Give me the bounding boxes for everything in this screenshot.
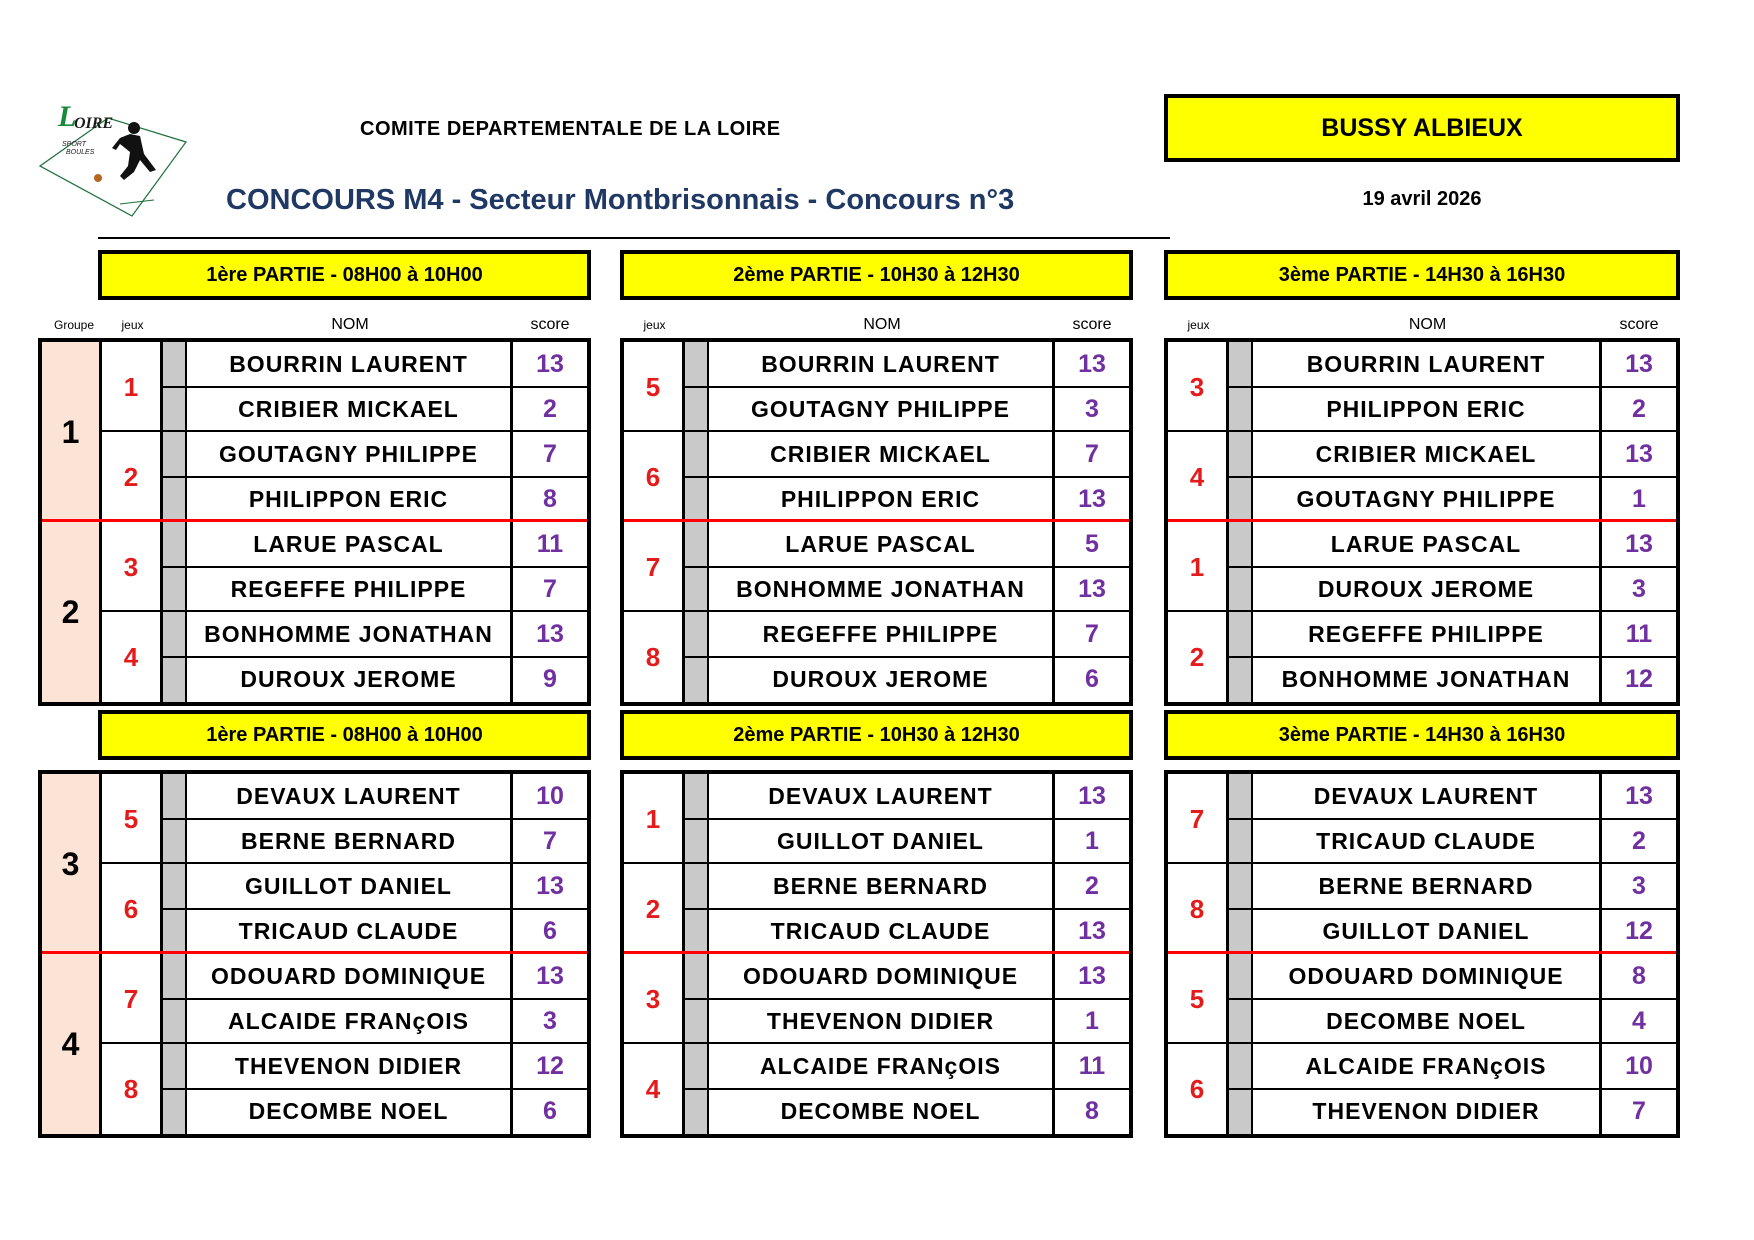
player-row-divider [1229, 656, 1676, 658]
competition-date: 19 avril 2026 [1362, 188, 1482, 210]
player-name: REGEFFE PHILIPPE [1253, 612, 1602, 657]
svg-text:SPORT: SPORT [62, 141, 86, 148]
player-name: GUILLOT DANIEL [1253, 909, 1602, 954]
player-row-divider [685, 566, 1129, 568]
column-header-score: score [1072, 316, 1112, 333]
player-name: BERNE BERNARD [1253, 864, 1602, 909]
game-number: 8 [102, 1044, 163, 1134]
row-marker-strip [685, 477, 709, 522]
player-name: CRIBIER MICKAEL [187, 387, 513, 432]
player-name: TRICAUD CLAUDE [709, 909, 1055, 954]
player-row-divider [685, 1088, 1129, 1090]
player-score: 3 [1055, 387, 1129, 432]
loire-sport-boules-logo [36, 100, 188, 220]
column-header-games: jeux [643, 318, 666, 332]
player-row-divider [163, 998, 587, 1000]
game-number: 7 [102, 954, 163, 1044]
row-marker-strip [685, 1044, 709, 1089]
player-name: ODOUARD DOMINIQUE [709, 954, 1055, 999]
player-score: 2 [1055, 864, 1129, 909]
group-cell: 2 [42, 522, 102, 702]
phase-banner-3: 3ème PARTIE - 14H30 à 16H30 [1164, 250, 1680, 300]
game-number: 5 [102, 774, 163, 864]
row-marker-strip [685, 909, 709, 954]
player-score: 13 [1055, 342, 1129, 387]
competition-subtitle: CONCOURS M4 - Secteur Montbrisonnais - Concours n°3 [226, 184, 1015, 216]
player-name: CRIBIER MICKAEL [709, 432, 1055, 477]
game-number: 6 [102, 864, 163, 954]
player-name: REGEFFE PHILIPPE [709, 612, 1055, 657]
player-name: LARUE PASCAL [187, 522, 513, 567]
row-marker-strip [163, 477, 187, 522]
title-underline [98, 237, 1170, 239]
player-score: 11 [513, 522, 587, 567]
group-cell: 3 [42, 774, 102, 954]
player-name: DUROUX JEROME [709, 657, 1055, 702]
player-name: BONHOMME JONATHAN [709, 567, 1055, 612]
row-marker-strip [1229, 909, 1253, 954]
player-name: THEVENON DIDIER [1253, 1089, 1602, 1134]
game-number: 3 [624, 954, 685, 1044]
row-marker-strip [163, 342, 187, 387]
column-header-name: NOM [863, 316, 901, 333]
player-score: 12 [513, 1044, 587, 1089]
player-score: 10 [513, 774, 587, 819]
row-marker-strip [163, 522, 187, 567]
player-row-divider [1229, 1088, 1676, 1090]
row-marker-strip [685, 342, 709, 387]
row-marker-strip [685, 864, 709, 909]
player-row-divider [1229, 908, 1676, 910]
player-score: 7 [513, 432, 587, 477]
phase-banner-3: 3ème PARTIE - 14H30 à 16H30 [1164, 710, 1680, 760]
player-score: 9 [513, 657, 587, 702]
player-score: 13 [1055, 477, 1129, 522]
row-marker-strip [1229, 819, 1253, 864]
row-marker-strip [163, 1089, 187, 1134]
player-score: 13 [1602, 522, 1676, 567]
player-name: PHILIPPON ERIC [187, 477, 513, 522]
player-score: 8 [513, 477, 587, 522]
phase-banner-2: 2ème PARTIE - 10H30 à 12H30 [620, 710, 1133, 760]
player-score: 12 [1602, 657, 1676, 702]
game-number: 1 [1168, 522, 1229, 612]
row-marker-strip [685, 954, 709, 999]
player-score: 11 [1602, 612, 1676, 657]
game-number: 3 [1168, 342, 1229, 432]
player-score: 8 [1602, 954, 1676, 999]
game-number: 8 [1168, 864, 1229, 954]
location-box: BUSSY ALBIEUX [1164, 94, 1680, 162]
group-cell: 1 [42, 342, 102, 522]
player-name: GUILLOT DANIEL [187, 864, 513, 909]
player-score: 13 [1602, 774, 1676, 819]
game-number: 7 [1168, 774, 1229, 864]
game-number: 3 [102, 522, 163, 612]
row-marker-strip [685, 432, 709, 477]
player-score: 13 [513, 612, 587, 657]
player-score: 13 [513, 864, 587, 909]
player-name: DECOMBE NOEL [187, 1089, 513, 1134]
player-name: BONHOMME JONATHAN [1253, 657, 1602, 702]
player-score: 6 [513, 909, 587, 954]
player-score: 13 [1602, 432, 1676, 477]
player-name: DUROUX JEROME [187, 657, 513, 702]
player-score: 7 [513, 567, 587, 612]
player-row-divider [1229, 386, 1676, 388]
column-header-group: Groupe [53, 318, 95, 332]
player-score: 2 [1602, 819, 1676, 864]
column-header-name: NOM [1408, 316, 1447, 333]
player-score: 10 [1602, 1044, 1676, 1089]
player-score: 6 [1055, 657, 1129, 702]
player-row-divider [1229, 998, 1676, 1000]
player-score: 2 [513, 387, 587, 432]
player-score: 3 [1602, 567, 1676, 612]
player-name: GOUTAGNY PHILIPPE [187, 432, 513, 477]
game-number: 1 [624, 774, 685, 864]
row-marker-strip [163, 387, 187, 432]
player-score: 7 [1055, 612, 1129, 657]
player-score: 12 [1602, 909, 1676, 954]
player-score: 1 [1055, 819, 1129, 864]
row-marker-strip [163, 999, 187, 1044]
column-header-name: NOM [331, 316, 369, 333]
row-marker-strip [163, 657, 187, 702]
row-marker-strip [1229, 1044, 1253, 1089]
row-marker-strip [685, 774, 709, 819]
svg-text:BOULES: BOULES [66, 149, 95, 156]
row-marker-strip [163, 567, 187, 612]
player-score: 2 [1602, 387, 1676, 432]
player-score: 6 [513, 1089, 587, 1134]
player-score: 7 [513, 819, 587, 864]
player-row-divider [163, 656, 587, 658]
player-row-divider [1229, 566, 1676, 568]
player-name: TRICAUD CLAUDE [1253, 819, 1602, 864]
row-marker-strip [685, 1089, 709, 1134]
game-number: 6 [624, 432, 685, 522]
player-score: 13 [513, 342, 587, 387]
player-row-divider [685, 476, 1129, 478]
svg-text:OIRE: OIRE [74, 115, 114, 132]
game-number: 2 [102, 432, 163, 522]
game-number: 5 [624, 342, 685, 432]
row-marker-strip [1229, 864, 1253, 909]
row-marker-strip [163, 819, 187, 864]
player-score: 4 [1602, 999, 1676, 1044]
player-name: ODOUARD DOMINIQUE [1253, 954, 1602, 999]
player-name: BERNE BERNARD [709, 864, 1055, 909]
player-name: ALCAIDE FRANçOIS [1253, 1044, 1602, 1089]
committee-name: COMITE DEPARTEMENTALE DE LA LOIRE [360, 118, 781, 140]
phase-banner-1: 1ère PARTIE - 08H00 à 10H00 [98, 710, 591, 760]
player-name: LARUE PASCAL [1253, 522, 1602, 567]
player-name: GOUTAGNY PHILIPPE [709, 387, 1055, 432]
player-name: DEVAUX LAURENT [709, 774, 1055, 819]
game-number: 2 [624, 864, 685, 954]
player-row-divider [163, 566, 587, 568]
player-name: DEVAUX LAURENT [1253, 774, 1602, 819]
row-marker-strip [1229, 1089, 1253, 1134]
player-name: DEVAUX LAURENT [187, 774, 513, 819]
game-number: 7 [624, 522, 685, 612]
player-name: LARUE PASCAL [709, 522, 1055, 567]
player-name: DECOMBE NOEL [1253, 999, 1602, 1044]
row-marker-strip [685, 612, 709, 657]
column-header-games: jeux [121, 318, 144, 332]
player-score: 13 [1055, 954, 1129, 999]
player-score: 13 [1055, 567, 1129, 612]
row-marker-strip [163, 909, 187, 954]
player-name: ODOUARD DOMINIQUE [187, 954, 513, 999]
row-marker-strip [1229, 567, 1253, 612]
group-cell: 4 [42, 954, 102, 1134]
game-number: 2 [1168, 612, 1229, 702]
game-number: 5 [1168, 954, 1229, 1044]
player-row-divider [685, 908, 1129, 910]
column-header-games: jeux [1187, 318, 1210, 332]
game-number: 8 [624, 612, 685, 702]
player-score: 11 [1055, 1044, 1129, 1089]
player-row-divider [685, 386, 1129, 388]
row-marker-strip [1229, 432, 1253, 477]
player-score: 13 [1055, 774, 1129, 819]
player-score: 5 [1055, 522, 1129, 567]
game-number: 6 [1168, 1044, 1229, 1134]
svg-text:L: L [58, 100, 77, 133]
player-row-divider [1229, 818, 1676, 820]
player-name: BERNE BERNARD [187, 819, 513, 864]
phase-banner-2: 2ème PARTIE - 10H30 à 12H30 [620, 250, 1133, 300]
row-marker-strip [163, 864, 187, 909]
row-marker-strip [685, 999, 709, 1044]
game-number: 4 [1168, 432, 1229, 522]
column-header-score: score [1619, 316, 1659, 333]
player-name: THEVENON DIDIER [709, 999, 1055, 1044]
player-row-divider [163, 908, 587, 910]
row-marker-strip [163, 612, 187, 657]
player-name: TRICAUD CLAUDE [187, 909, 513, 954]
row-marker-strip [1229, 657, 1253, 702]
player-score: 7 [1602, 1089, 1676, 1134]
player-name: THEVENON DIDIER [187, 1044, 513, 1089]
player-name: BOURRIN LAURENT [1253, 342, 1602, 387]
player-name: DUROUX JEROME [1253, 567, 1602, 612]
player-name: REGEFFE PHILIPPE [187, 567, 513, 612]
player-name: BOURRIN LAURENT [709, 342, 1055, 387]
row-marker-strip [163, 954, 187, 999]
player-name: ALCAIDE FRANçOIS [187, 999, 513, 1044]
player-name: BONHOMME JONATHAN [187, 612, 513, 657]
row-marker-strip [163, 1044, 187, 1089]
game-number: 1 [102, 342, 163, 432]
player-name: BOURRIN LAURENT [187, 342, 513, 387]
game-number: 4 [102, 612, 163, 702]
row-marker-strip [685, 387, 709, 432]
player-score: 8 [1055, 1089, 1129, 1134]
player-score: 1 [1602, 477, 1676, 522]
row-marker-strip [163, 774, 187, 819]
player-score: 13 [1055, 909, 1129, 954]
row-marker-strip [685, 819, 709, 864]
player-name: PHILIPPON ERIC [1253, 387, 1602, 432]
player-row-divider [163, 818, 587, 820]
row-marker-strip [1229, 999, 1253, 1044]
player-score: 7 [1055, 432, 1129, 477]
player-score: 3 [1602, 864, 1676, 909]
phase-banner-1: 1ère PARTIE - 08H00 à 10H00 [98, 250, 591, 300]
row-marker-strip [1229, 342, 1253, 387]
player-row-divider [685, 656, 1129, 658]
row-marker-strip [685, 522, 709, 567]
player-row-divider [685, 998, 1129, 1000]
row-marker-strip [1229, 522, 1253, 567]
player-score: 1 [1055, 999, 1129, 1044]
row-marker-strip [1229, 954, 1253, 999]
player-name: GUILLOT DANIEL [709, 819, 1055, 864]
player-row-divider [685, 818, 1129, 820]
row-marker-strip [1229, 774, 1253, 819]
column-header-score: score [530, 316, 570, 333]
player-name: PHILIPPON ERIC [709, 477, 1055, 522]
row-marker-strip [685, 567, 709, 612]
player-score: 13 [513, 954, 587, 999]
player-name: GOUTAGNY PHILIPPE [1253, 477, 1602, 522]
player-row-divider [163, 386, 587, 388]
row-marker-strip [1229, 387, 1253, 432]
player-row-divider [1229, 476, 1676, 478]
player-name: CRIBIER MICKAEL [1253, 432, 1602, 477]
game-number: 4 [624, 1044, 685, 1134]
player-name: DECOMBE NOEL [709, 1089, 1055, 1134]
player-row-divider [163, 476, 587, 478]
player-name: ALCAIDE FRANçOIS [709, 1044, 1055, 1089]
player-row-divider [163, 1088, 587, 1090]
player-score: 13 [1602, 342, 1676, 387]
row-marker-strip [1229, 612, 1253, 657]
player-score: 3 [513, 999, 587, 1044]
row-marker-strip [163, 432, 187, 477]
row-marker-strip [685, 657, 709, 702]
row-marker-strip [1229, 477, 1253, 522]
